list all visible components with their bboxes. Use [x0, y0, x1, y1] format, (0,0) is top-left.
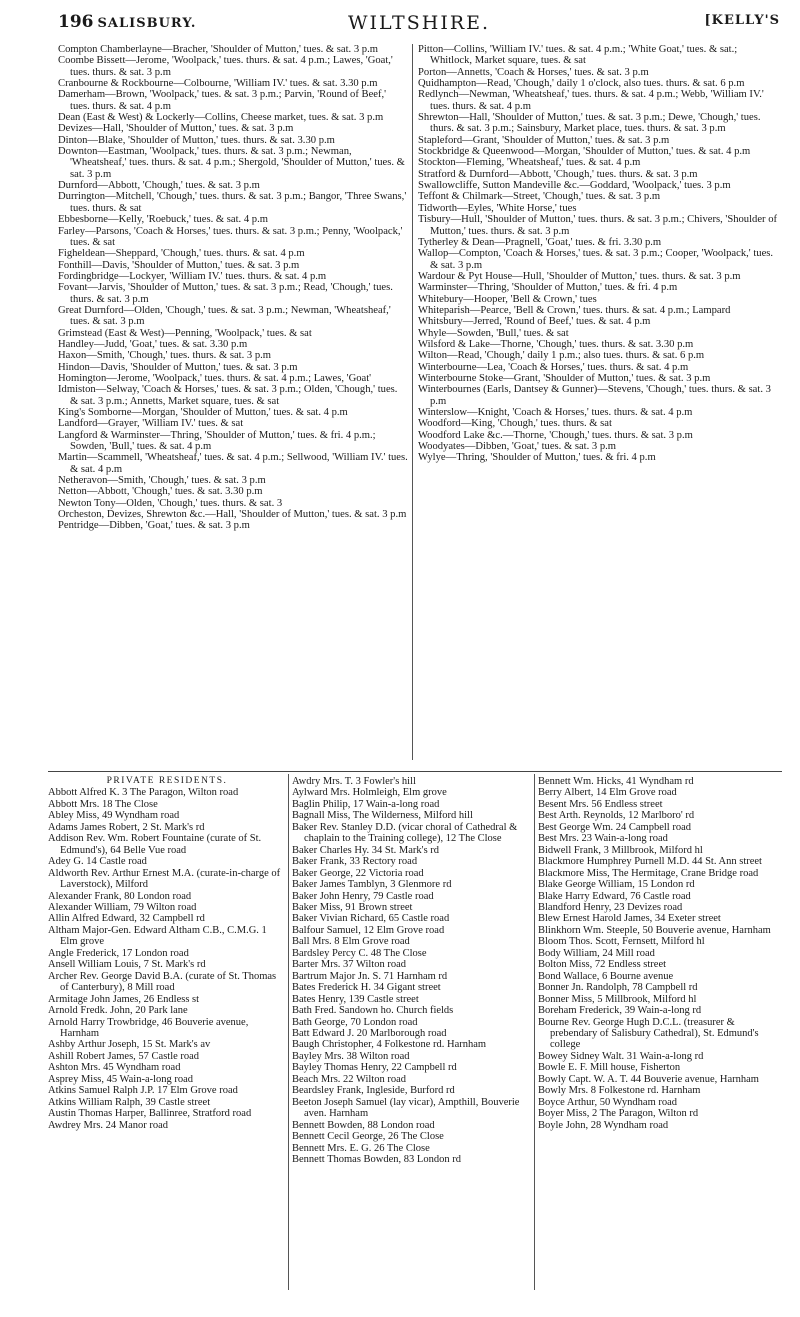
residents-column-1 [48, 776, 286, 1131]
carrier-entry: Homington—Jerome, 'Woolpack,' tues. thurs. & sat. 4 p.m.; Lawes, 'Goat' [58, 372, 372, 384]
page-header [58, 12, 780, 40]
resident-entry: Adams James Robert, 2 St. Mark's rd [48, 821, 205, 833]
resident-entry: Ball Mrs. 8 Elm Grove road [292, 936, 410, 948]
resident-entry: Bennett Wm. Hicks, 41 Wyndham rd [538, 776, 694, 787]
carrier-entry: Wallop—Compton, 'Coach & Horses,' tues. & sat. 3 p.m.; Cooper, 'Woolpack,' tues. & sat. 3 p.m [418, 248, 774, 271]
carrier-entry: Woodyates—Dibben, 'Goat,' tues. & sat. 3 p.m [418, 441, 617, 453]
carriers-column-right [418, 44, 778, 464]
county-title: WILTSHIRE. [347, 12, 491, 34]
carrier-entry: Dean (East & West) & Lockerly—Collins, Cheese market, tues. & sat. 3 p.m [58, 112, 384, 124]
carrier-entry: Quidhampton—Read, 'Chough,' daily 1 o'clock, also tues. thurs. & sat. 6 p.m [418, 78, 745, 90]
carrier-entry: Teffont & Chilmark—Street, 'Chough,' tues. & sat. 3 p.m [418, 191, 661, 203]
section-divider [48, 771, 782, 772]
resident-entry: Bonner Miss, 5 Millbrook, Milford hl [538, 993, 697, 1005]
resident-entry: Ashill Robert James, 57 Castle road [48, 1050, 200, 1062]
resident-entry: Abbott Mrs. 18 The Close [48, 798, 158, 810]
resident-entry: Barter Mrs. 37 Wilton road [292, 959, 406, 971]
carrier-entry: Woodford—King, 'Chough,' tues. thurs. & sat [418, 418, 612, 430]
resident-entry: Bennett Mrs. E. G. 26 The Close [292, 1142, 430, 1154]
carrier-entry: Winterbourne—Lea, 'Coach & Horses,' tues. thurs. & sat. 4 p.m [418, 361, 689, 373]
carrier-entry: Farley—Parsons, 'Coach & Horses,' tues. thurs. & sat. 3 p.m.; Penny, 'Woolpack,' tues. & sat [58, 225, 403, 248]
carrier-entry: Netheravon—Smith, 'Chough,' tues. & sat. 3 p.m [58, 475, 266, 487]
carrier-entry: Whiteparish—Pearce, 'Bell & Crown,' tues. thurs. & sat. 4 p.m.; Lampard [418, 304, 731, 316]
resident-entry: Baglin Philip, 17 Wain-a-long road [292, 798, 440, 810]
residents-column-2 [292, 776, 530, 1165]
carrier-entry: Fordingbridge—Lockyer, 'William IV.' tues. thurs. & sat. 4 p.m [58, 270, 327, 282]
resident-entry: Awdrey Mrs. 24 Manor road [48, 1119, 169, 1131]
resident-entry: Atkins Samuel Ralph J.P. 17 Elm Grove road [48, 1085, 238, 1097]
resident-entry: Addison Rev. Wm. Robert Fountaine (curate of St. Edmund's), 64 Belle Vue road [48, 833, 262, 856]
carrier-entry: Ebbesborne—Kelly, 'Roebuck,' tues. & sat. 4 p.m [58, 214, 268, 226]
carrier-entry: Tidworth—Eyles, 'White Horse,' tues [418, 202, 577, 214]
carrier-entry: Netton—Abbott, 'Chough,' tues. & sat. 3.30 p.m [58, 486, 263, 498]
carrier-entry: Damerham—Brown, 'Woolpack,' tues. & sat. 3 p.m.; Parvin, 'Round of Beef,' tues. thurs. & sat. 4 p.m [58, 89, 387, 112]
resident-entry: Bolton Miss, 72 Endless street [538, 959, 667, 971]
resident-entry: Bayley Mrs. 38 Wilton road [292, 1050, 410, 1062]
carrier-entry: Orcheston, Devizes, Shrewton &c.—Hall, 'Shoulder of Mutton,' tues. & sat. 3 p.m [58, 509, 407, 521]
resident-entry: Awdry Mrs. T. 3 Fowler's hill [292, 776, 416, 787]
town-name: SALISBURY. [97, 16, 197, 31]
column-divider [412, 44, 413, 760]
resident-entry: Bourne Rev. George Hugh D.C.L. (treasurer & prebendary of Salisbury Cathedral), St. Edmund's college [538, 1016, 759, 1051]
residents-column-3 [538, 776, 782, 1131]
resident-entry: Blinkhorn Wm. Steeple, 50 Bouverie avenue, Harnham [538, 924, 771, 936]
carrier-entry: Coombe Bissett—Jerome, 'Woolpack,' tues. thurs. & sat. 4 p.m.; Lawes, 'Goat,' tues. thurs. & sat. 3 p.m [58, 55, 393, 78]
carrier-entry: Hindon—Davis, 'Shoulder of Mutton,' tues. & sat. 3 p.m [58, 361, 298, 373]
resident-entry: Bowle E. F. Mill house, Fisherton [538, 1062, 681, 1074]
resident-entry: Atkins William Ralph, 39 Castle street [48, 1096, 211, 1108]
carrier-entry: Tytherley & Dean—Pragnell, 'Goat,' tues. & fri. 3.30 p.m [418, 236, 662, 248]
carrier-entry: Warminster—Thring, 'Shoulder of Mutton,' tues. & fri. 4 p.m [418, 282, 678, 294]
carrier-entry: Whitebury—Hooper, 'Bell & Crown,' tues [418, 293, 597, 305]
carrier-entry: Devizes—Hall, 'Shoulder of Mutton,' tues. & sat. 3 p.m [58, 123, 294, 135]
carrier-entry: Tisbury—Hull, 'Shoulder of Mutton,' tues. thurs. & sat. 3 p.m.; Chivers, 'Shoulder of Mutton,' tues. thurs. & sat. 3 p.m [418, 214, 778, 237]
resident-entry: Ashton Mrs. 45 Wyndham road [48, 1062, 181, 1074]
resident-entry: Blackmore Miss, The Hermitage, Crane Bridge road [538, 867, 759, 879]
resident-entry: Abbott Alfred K. 3 The Paragon, Wilton road [48, 787, 239, 799]
resident-entry: Blake Harry Edward, 76 Castle road [538, 890, 691, 902]
carrier-entry: Wilton—Read, 'Chough,' daily 1 p.m.; also tues. thurs. & sat. 6 p.m [418, 350, 705, 362]
carrier-entry: Stratford & Durnford—Abbott, 'Chough,' tues. thurs. & sat. 3 p.m [418, 168, 698, 180]
resident-entry: Batt Edward J. 20 Marlborough road [292, 1027, 447, 1039]
carrier-entry: Martin—Scammell, 'Wheatsheaf,' tues. & sat. 4 p.m.; Sellwood, 'William IV.' tues. & sat. 4 p.m [58, 452, 408, 475]
resident-entry: Balfour Samuel, 12 Elm Grove road [292, 924, 445, 936]
resident-entry: Bennett Cecil George, 26 The Close [292, 1131, 444, 1143]
section-title: PRIVATE RESIDENTS. [106, 776, 228, 786]
resident-entry: Adey G. 14 Castle road [48, 856, 147, 868]
carrier-entry: Winterbournes (Earls, Dantsey & Gunner)—Stevens, 'Chough,' tues. thurs. & sat. 3 p.m [418, 384, 771, 407]
carrier-entry: Cranbourne & Rockbourne—Colbourne, 'William IV.' tues. & sat. 3.30 p.m [58, 78, 378, 90]
resident-entry: Baker Miss, 91 Brown street [292, 901, 413, 913]
carrier-entry: King's Somborne—Morgan, 'Shoulder of Mutton,' tues. & sat. 4 p.m [58, 407, 348, 418]
carrier-entry: Durnford—Abbott, 'Chough,' tues. & sat. 3 p.m [58, 180, 260, 192]
resident-entry: Bath Fred. Sandown ho. Church fields [292, 1005, 454, 1017]
resident-entry: Bonner Jn. Randolph, 78 Campbell rd [538, 982, 698, 994]
carrier-entry: Compton Chamberlayne—Bracher, 'Shoulder of Mutton,' tues. & sat. 3 p.m [58, 44, 378, 55]
carrier-entry: Wilsford & Lake—Thorne, 'Chough,' tues. thurs. & sat. 3.30 p.m [418, 338, 694, 350]
resident-entry: Blew Ernest Harold James, 34 Exeter street [538, 913, 721, 925]
carrier-entry: Figheldean—Sheppard, 'Chough,' tues. thurs. & sat. 4 p.m [58, 248, 305, 260]
column-divider [288, 774, 289, 1290]
resident-entry: Best George Wm. 24 Campbell road [538, 821, 691, 833]
carrier-entry: Swallowcliffe, Sutton Mandeville &c.—Goddard, 'Woolpack,' tues. 3 p.m [418, 180, 731, 192]
carrier-entry: Whyle—Sowden, 'Bull,' tues. & sat [418, 327, 569, 339]
resident-entry: Bardsley Percy C. 48 The Close [292, 947, 427, 959]
resident-entry: Bayley Thomas Henry, 22 Campbell rd [292, 1062, 457, 1074]
column-divider [534, 774, 535, 1290]
resident-entry: Baker Vivian Richard, 65 Castle road [292, 913, 450, 925]
resident-entry: Boreham Frederick, 39 Wain-a-long rd [538, 1005, 702, 1017]
carrier-entry: Winterslow—Knight, 'Coach & Horses,' tues. thurs. & sat. 4 p.m [418, 407, 693, 418]
resident-entry: Bates Frederick H. 34 Gigant street [292, 982, 441, 994]
resident-entry: Best Mrs. 23 Wain-a-long road [538, 833, 668, 845]
carrier-entry: Newton Tony—Olden, 'Chough,' tues. thurs. & sat. 3 [58, 497, 283, 509]
carrier-entry: Woodford Lake &c.—Thorne, 'Chough,' tues. thurs. & sat. 3 p.m [418, 429, 693, 441]
page-number: 196 [58, 12, 94, 32]
carrier-entry: Handley—Judd, 'Goat,' tues. & sat. 3.30 p.m [58, 338, 248, 350]
carrier-entry: Redlynch—Newman, 'Wheatsheaf,' tues. thurs. & sat. 4 p.m.; Webb, 'William IV.' tues. thurs. & sat. 4 p.m [418, 89, 764, 112]
resident-entry: Archer Rev. George David B.A. (curate of St. Thomas of Canterbury), 8 Mill road [48, 970, 277, 994]
resident-entry: Blackmore Humphrey Purnell M.D. 44 St. Ann street [538, 856, 762, 868]
resident-entry: Baker George, 22 Victoria road [292, 867, 424, 879]
resident-entry: Beardsley Frank, Ingleside, Burford rd [292, 1085, 455, 1097]
carrier-entry: Fonthill—Davis, 'Shoulder of Mutton,' tues. & sat. 3 p.m [58, 259, 300, 271]
resident-entry: Beach Mrs. 22 Wilton road [292, 1073, 406, 1085]
resident-entry: Boyer Miss, 2 The Paragon, Wilton rd [538, 1108, 699, 1120]
carrier-entry: Idmiston—Selway, 'Coach & Horses,' tues. & sat. 3 p.m.; Olden, 'Chough,' tues. & sat. 3 p.m.; Annetts, Market square, tues. & sat [58, 384, 398, 407]
resident-entry: Bennett Bowden, 88 London road [292, 1119, 435, 1131]
resident-entry: Aldworth Rev. Arthur Ernest M.A. (curate-in-charge of Laverstock), Milford [48, 867, 281, 891]
carrier-entry: Haxon—Smith, 'Chough,' tues. thurs. & sat. 3 p.m [58, 350, 272, 362]
carrier-entry: Pitton—Collins, 'William IV.' tues. & sat. 4 p.m.; 'White Goat,' tues. & sat.; Whitlock, Market square, tues. & sat [418, 44, 738, 67]
resident-entry: Armitage John James, 26 Endless st [48, 993, 200, 1005]
resident-entry: Boyce Arthur, 50 Wyndham road [538, 1096, 678, 1108]
resident-entry: Arnold Fredk. John, 20 Park lane [48, 1005, 188, 1017]
resident-entry: Blandford Henry, 23 Devizes road [538, 901, 683, 913]
carrier-entry: Porton—Annetts, 'Coach & Horses,' tues. & sat. 3 p.m [418, 66, 649, 78]
resident-entry: Baker Frank, 33 Rectory road [292, 856, 418, 868]
carrier-entry: Grimstead (East & West)—Penning, 'Woolpack,' tues. & sat [58, 327, 312, 339]
carrier-entry: Fovant—Jarvis, 'Shoulder of Mutton,' tues. & sat. 3 p.m.; Read, 'Chough,' tues. thurs. & sat. 3 p.m [58, 282, 393, 305]
carrier-entry: Dinton—Blake, 'Shoulder of Mutton,' tues. thurs. & sat. 3.30 p.m [58, 134, 335, 146]
carrier-entry: Wardour & Pyt House—Hull, 'Shoulder of Mutton,' tues. thurs. & sat. 3 p.m [418, 270, 741, 282]
carrier-entry: Stapleford—Grant, 'Shoulder of Mutton,' tues. & sat. 3 p.m [418, 134, 670, 146]
resident-entry: Austin Thomas Harper, Ballinree, Stratford road [48, 1108, 252, 1120]
carriers-column-left [58, 44, 408, 532]
carrier-entry: Winterbourne Stoke—Grant, 'Shoulder of Mutton,' tues. & sat. 3 p.m [418, 372, 711, 384]
carrier-entry: Durrington—Mitchell, 'Chough,' tues. thurs. & sat. 3 p.m.; Bangor, 'Three Swans,' tues. thurs. & sat [58, 191, 407, 214]
resident-entry: Bates Henry, 139 Castle street [292, 993, 419, 1005]
resident-entry: Bloom Thos. Scott, Fernsett, Milford hl [538, 936, 705, 948]
resident-entry: Besent Mrs. 56 Endless street [538, 798, 663, 810]
carrier-entry: Stockbridge & Queenwood—Morgan, 'Shoulder of Mutton,' tues. & sat. 4 p.m [418, 146, 751, 158]
resident-entry: Bowly Mrs. 8 Folkestone rd. Harnham [538, 1085, 701, 1097]
resident-entry: Alexander William, 79 Wilton road [48, 901, 197, 913]
resident-entry: Bagnall Miss, The Wilderness, Milford hill [292, 810, 473, 822]
resident-entry: Boyle John, 28 Wyndham road [538, 1119, 669, 1131]
resident-entry: Asprey Miss, 45 Wain-a-long road [48, 1073, 194, 1085]
resident-entry: Allin Alfred Edward, 32 Campbell rd [48, 913, 205, 925]
carrier-entry: Whitsbury—Jerred, 'Round of Beef,' tues. & sat. 4 p.m [418, 316, 651, 328]
resident-entry: Abley Miss, 49 Wyndham road [48, 810, 180, 822]
carrier-entry: Great Durnford—Olden, 'Chough,' tues. & sat. 3 p.m.; Newman, 'Wheatsheaf,' tues. & sat. 3 p.m [58, 304, 391, 328]
resident-entry: Aylward Mrs. Holmleigh, Elm grove [292, 787, 447, 799]
resident-entry: Bath George, 70 London road [292, 1016, 418, 1028]
carrier-entry: Pentridge—Dibben, 'Goat,' tues. & sat. 3 p.m [58, 520, 250, 532]
publisher-mark: [KELLY'S [704, 13, 780, 28]
resident-entry: Bidwell Frank, 3 Millbrook, Milford hl [538, 844, 703, 856]
resident-entry: Bartrum Major Jn. S. 71 Harnham rd [292, 970, 448, 982]
resident-entry: Baugh Christopher, 4 Folkestone rd. Harnham [292, 1039, 487, 1051]
resident-entry: Altham Major-Gen. Edward Altham C.B., C.M.G. 1 Elm grove [48, 924, 267, 948]
resident-entry: Ansell William Louis, 7 St. Mark's rd [48, 959, 206, 971]
resident-entry: Angle Frederick, 17 London road [48, 947, 189, 959]
resident-entry: Bowey Sidney Walt. 31 Wain-a-long rd [538, 1050, 704, 1062]
resident-entry: Ashby Arthur Joseph, 15 St. Mark's av [48, 1039, 211, 1051]
carrier-entry: Shrewton—Hall, 'Shoulder of Mutton,' tues. & sat. 3 p.m.; Dewe, 'Chough,' tues. thurs. & sat. 3 p.m.; Sainsbury, Market place, tues. thurs. & sat. 3 p.m [418, 112, 761, 135]
resident-entry: Best Arth. Reynolds, 12 Marlboro' rd [538, 810, 695, 822]
carrier-entry: Langford & Warminster—Thring, 'Shoulder of Mutton,' tues. & fri. 4 p.m.; Sowden, 'Bull,' tues. & sat. 4 p.m [58, 429, 376, 453]
resident-entry: Baker Charles Hy. 34 St. Mark's rd [292, 844, 440, 856]
resident-entry: Beeton Joseph Samuel (lay vicar), Ampthill, Bouverie aven. Harnham [292, 1096, 520, 1120]
resident-entry: Blake George William, 15 London rd [538, 879, 695, 891]
resident-entry: Bennett Thomas Bowden, 83 London rd [292, 1153, 461, 1165]
carrier-entry: Downton—Eastman, 'Woolpack,' tues. thurs. & sat. 3 p.m.; Newman, 'Wheatsheaf,' tues. thurs. & sat. 4 p.m.; Shergold, 'Shoulder of Mutton,' tues. & sat. 3 p.m [58, 146, 405, 180]
resident-entry: Baker John Henry, 79 Castle road [292, 890, 434, 902]
carrier-entry: Wylye—Thring, 'Shoulder of Mutton,' tues. & fri. 4 p.m [418, 452, 656, 464]
carrier-entry: Stockton—Fleming, 'Wheatsheaf,' tues. & sat. 4 p.m [418, 157, 641, 169]
resident-entry: Baker Rev. Stanley D.D. (vicar choral of Cathedral & chaplain to the Training college), 12 The Close [292, 821, 518, 845]
resident-entry: Baker James Tamblyn, 3 Glenmore rd [292, 879, 452, 891]
resident-entry: Arnold Harry Trowbridge, 46 Bouverie avenue, Harnham [48, 1016, 249, 1039]
carrier-entry: Landford—Grayer, 'William IV.' tues. & sat [58, 418, 244, 430]
resident-entry: Bowly Capt. W. A. T. 44 Bouverie avenue, Harnham [538, 1073, 759, 1085]
resident-entry: Berry Albert, 14 Elm Grove road [538, 787, 677, 799]
resident-entry: Bond Wallace, 6 Bourne avenue [538, 970, 674, 982]
resident-entry: Body William, 24 Mill road [538, 947, 655, 959]
resident-entry: Alexander Frank, 80 London road [48, 890, 192, 902]
